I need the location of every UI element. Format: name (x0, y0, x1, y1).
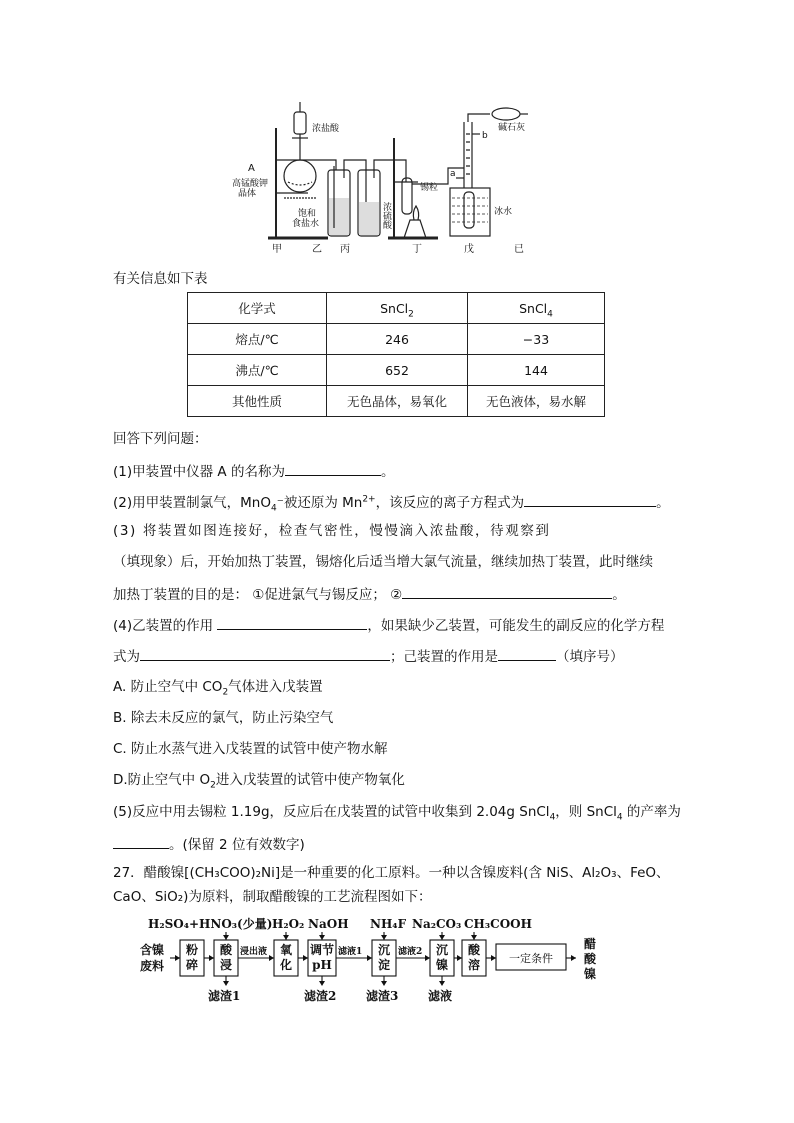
option-d-text: D.防止空气中 O (113, 772, 211, 788)
question-4-line2 (113, 646, 624, 666)
q4-line2c: （填序号） (556, 649, 624, 665)
table-cell (327, 293, 468, 324)
question-3-line3 (113, 584, 626, 604)
answer-prompt: 回答下列问题： (113, 431, 208, 447)
question-27-line1: 27．醋酸镍[(CH₃COO)₂Ni]是一种重要的化工原料。一种以含镍废料(含 NiS、Al₂O₃、FeO、 (113, 865, 670, 881)
label-conc-hcl: 浓盐酸 (312, 124, 340, 134)
table-cell: 246 (327, 324, 468, 355)
label-tin-granules: 锡粒 (420, 183, 439, 193)
table-row (188, 386, 605, 417)
option-b: B. 除去未反应的氯气，防止污染空气 (113, 710, 334, 726)
product-char: 酸 (584, 952, 597, 966)
answer-blank[interactable] (402, 584, 612, 599)
q1-text: (1)甲装置中仪器 A 的名称为 (113, 464, 285, 480)
q5-line2: 。(保留 2 位有效数字) (169, 837, 305, 853)
cell-text: SnCl (380, 300, 409, 316)
q3-end: 。 (612, 587, 626, 603)
reagent-na2co3: Na₂CO₃ (412, 917, 462, 931)
table-cell: 其他性质 (188, 386, 327, 417)
reagent-naoh: NaOH (308, 917, 349, 931)
question-4-line1 (113, 615, 664, 635)
q2-sup: 2+ (362, 494, 376, 505)
table-cell: 144 (468, 355, 605, 386)
q5-sub1: 4 (549, 812, 556, 823)
table-intro: 有关信息如下表 (113, 271, 208, 287)
station-wu: 戊 (464, 244, 474, 255)
q4-line2b: ；己装置的作用是 (390, 649, 498, 665)
residue-2: 滤渣2 (304, 989, 337, 1003)
properties-table (187, 292, 605, 417)
process-flowchart (140, 912, 600, 1008)
label-h2so4-2: 硫 (383, 212, 393, 222)
label-sat-brine-1: 饱和 (298, 209, 317, 219)
label-h2so4-1: 浓 (383, 203, 393, 213)
table-cell: 无色晶体，易氧化 (327, 386, 468, 417)
q1-end: 。 (380, 464, 395, 480)
question-2 (113, 492, 670, 512)
answer-blank[interactable] (285, 461, 381, 476)
reagent-acetic: CH₃COOH (464, 917, 532, 931)
label-kmno4-1: 高锰酸钾 (232, 179, 269, 189)
table-row (188, 324, 605, 355)
label-ice-water: 冰水 (494, 207, 513, 217)
start-label-2: 废料 (140, 959, 165, 973)
label-port-b: b (482, 131, 488, 141)
table-row (188, 293, 605, 324)
label-kmno4-2: 晶体 (238, 189, 257, 199)
answer-blank[interactable] (217, 615, 367, 630)
arrow-label-filtrate1: 滤液1 (338, 947, 363, 957)
option-a-text: A. 防止空气中 CO (113, 679, 223, 695)
q5-sub2: 4 (616, 812, 623, 823)
step-adjust-ph: 调节 pH (309, 943, 335, 972)
reagent-acid: H₂SO₄+HNO₃(少量) (148, 917, 273, 931)
label-soda-lime: 碱石灰 (498, 123, 526, 133)
table-cell: 652 (327, 355, 468, 386)
question-5-line1 (113, 803, 681, 821)
table-cell: 熔点/℃ (188, 324, 327, 355)
q2-a: (2)用甲装置制氯气，MnO (113, 495, 271, 511)
answer-blank[interactable] (140, 646, 390, 661)
question-5-line2 (113, 834, 305, 854)
q4-line1b: ，如果缺少乙装置，可能发生的副反应的化学方程 (367, 618, 665, 634)
q5-line1c: 的产率为 (622, 804, 681, 820)
option-d-sub: 2 (210, 780, 216, 791)
q3-line3a: 加热丁装置的目的是： ①促进氯气与锡反应； ② (113, 587, 403, 603)
station-ding: 丁 (412, 244, 422, 255)
product-char: 镍 (584, 967, 597, 981)
reagent-h2o2: H₂O₂ (272, 917, 305, 931)
step-conditions: 一定条件 (509, 952, 553, 965)
start-label-1: 含镍 (140, 943, 165, 957)
station-jia: 甲 (272, 244, 282, 255)
table-cell: 沸点/℃ (188, 355, 327, 386)
q2-end: 。 (656, 495, 670, 511)
question-3-line1: (3) 将装置如图连接好，检查气密性，慢慢滴入浓盐酸，待观察到 (113, 523, 551, 539)
q4-line1a: (4)乙装置的作用 (113, 618, 214, 634)
residue-3: 滤渣3 (366, 989, 399, 1003)
option-d (113, 771, 405, 789)
q5-line1a: (5)反应中用去锡粒 1.19g，反应后在戊装置的试管中收集到 2.04g SnCl (113, 804, 550, 820)
station-yi: 乙 (312, 244, 322, 255)
question-1 (113, 461, 394, 481)
question-27-line2: CaO、SiO₂)为原料，制取醋酸镍的工艺流程图如下： (113, 889, 432, 905)
table-cell: 化学式 (188, 293, 327, 324)
table-cell: 无色液体，易水解 (468, 386, 605, 417)
table-cell: −33 (468, 324, 605, 355)
q2-sub: 4 (270, 503, 277, 514)
label-h2so4-3: 酸 (383, 221, 393, 231)
step-crush: 粉碎 (185, 943, 199, 972)
residue-1: 滤渣1 (208, 989, 241, 1003)
q2-b: ⁻被还原为 Mn (276, 495, 363, 511)
q2-c: ，该反应的离子方程式为 (375, 495, 525, 511)
arrow-label-filtrate2: 滤液2 (398, 947, 423, 957)
station-bing: 丙 (340, 244, 350, 255)
step-acid-leach: 酸浸 (219, 943, 233, 972)
label-sat-brine-2: 食盐水 (292, 219, 320, 229)
q4-line2a: 式为 (113, 649, 140, 665)
table-cell (468, 293, 605, 324)
product-char: 醋 (584, 937, 597, 951)
label-instrument-a: A (248, 163, 255, 174)
option-a (113, 678, 323, 696)
station-ji: 已 (514, 244, 524, 255)
step-oxidize: 氧化 (279, 943, 293, 972)
answer-blank[interactable] (113, 834, 169, 849)
option-a-text2: 气体进入戊装置 (228, 679, 323, 695)
step-precipitate-ni: 沉镍 (435, 943, 449, 972)
option-d-text2: 进入戊装置的试管中使产物氧化 (215, 772, 405, 788)
option-a-sub: 2 (222, 687, 229, 698)
label-port-a: a (450, 169, 456, 179)
arrow-label-leachate: 浸出液 (240, 947, 268, 957)
step-acid-dissolve: 酸溶 (467, 943, 481, 972)
table-row (188, 355, 605, 386)
cell-sub: 2 (408, 309, 414, 319)
apparatus-diagram (228, 98, 568, 258)
question-3-line2: （填现象）后，开始加热丁装置，锡熔化后适当增大氯气流量，继续加热丁装置，此时继续 (113, 554, 653, 570)
reagent-nh4f: NH₄F (370, 917, 407, 931)
q5-line1b: ，则 SnCl (555, 804, 617, 820)
cell-sub: 4 (547, 309, 553, 319)
step-precipitate: 沉淀 (377, 943, 391, 972)
residue-filtrate: 滤液 (428, 989, 453, 1003)
answer-blank[interactable] (498, 646, 556, 661)
answer-blank[interactable] (524, 492, 656, 507)
option-c: C. 防止水蒸气进入戊装置的试管中使产物水解 (113, 741, 388, 757)
cell-text: SnCl (519, 300, 548, 316)
